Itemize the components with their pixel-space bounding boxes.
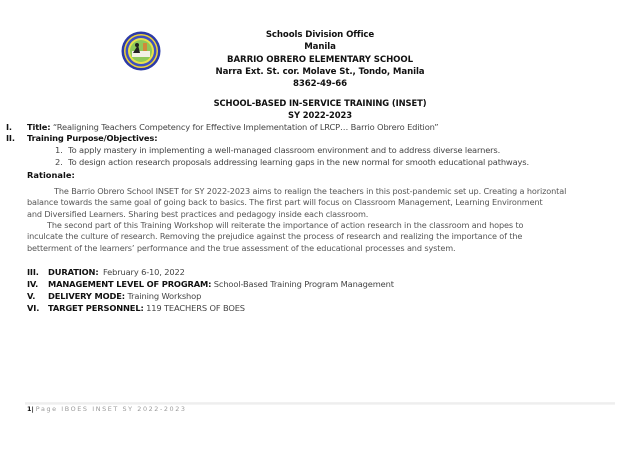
page-number: 1 — [27, 405, 32, 413]
list-number: 1. — [55, 145, 63, 155]
paragraph-line: and Diversified Learners. Sharing best practices and pedagogy inside each classroom. — [27, 208, 369, 219]
rationale-paragraph-2 — [27, 220, 617, 254]
management-value: School-Based Training Program Management — [213, 279, 394, 289]
section-number: I. — [6, 122, 12, 132]
objective-text: To apply mastery in implementing a well-managed classroom environment and to address diverse learners. — [68, 145, 501, 155]
section-label: DELIVERY MODE: — [48, 291, 125, 301]
school-year: SY 2022-2023 — [288, 110, 352, 120]
paragraph-line: The second part of this Training Workshop will reiterate the importance of action research in the classroom and hopes to — [47, 220, 524, 230]
letterhead — [200, 29, 440, 90]
section-number: V. — [27, 291, 36, 301]
city: Manila — [304, 42, 336, 53]
paragraph-line: betterment of the learners’ performance and the true assessment of the educational processes and system. — [27, 242, 456, 253]
list-number: 2. — [55, 157, 63, 167]
objective-text: To design action research proposals addressing learning gaps in the new normal for smooth educational pathways. — [68, 157, 529, 167]
objective-item — [55, 145, 500, 156]
document-title: SCHOOL-BASED IN-SERVICE TRAINING (INSET) — [213, 98, 427, 108]
section-number: II. — [6, 133, 15, 143]
section-label: Training Purpose/Objectives: — [27, 133, 158, 143]
school-address: Narra Ext. St. cor. Molave St., Tondo, Manila — [215, 66, 425, 77]
school-name: BARRIO OBRERO ELEMENTARY SCHOOL — [227, 54, 413, 65]
document-title-block — [160, 97, 480, 121]
section-label: TARGET PERSONNEL: — [48, 303, 144, 313]
rationale-heading: Rationale: — [27, 170, 75, 180]
footer-text: Page IBOES INSET SY 2022-2023 — [35, 405, 187, 413]
training-title: “Realigning Teachers Competency for Effective Implementation of LRCP… Barrio Obrero Edition” — [52, 122, 439, 132]
school-phone: 8362-49-66 — [293, 79, 347, 90]
paragraph-line: The Barrio Obrero School INSET for SY 2022-2023 aims to realign the teachers in this post-pandemic set up. Creating a horizontal — [54, 186, 567, 196]
delivery-value: Training Workshop — [127, 291, 202, 301]
section-number: IV. — [27, 279, 39, 289]
paragraph-line: inculcate the culture of research. Removing the prejudice against the process of research and realizing the importance of the — [27, 231, 523, 242]
personnel-value: 119 TEACHERS OF BOES — [146, 303, 245, 313]
section-number: III. — [27, 267, 39, 277]
school-seal-icon — [121, 31, 161, 71]
footer-separator: | — [31, 405, 34, 413]
objective-item — [55, 157, 529, 168]
page-footer — [27, 405, 187, 413]
division-office: Schools Division Office — [265, 30, 375, 40]
section-label: MANAGEMENT LEVEL OF PROGRAM: — [48, 279, 212, 289]
paragraph-line: balance towards the same goal of going back to basics. The first part will focus on Classroom Management, Learning Environment — [27, 197, 543, 208]
section-number: VI. — [27, 303, 40, 313]
rationale-paragraph-1 — [27, 186, 617, 220]
section-label: Title: — [27, 122, 51, 132]
duration-value: February 6-10, 2022 — [103, 267, 185, 277]
section-label: DURATION: — [48, 267, 99, 277]
